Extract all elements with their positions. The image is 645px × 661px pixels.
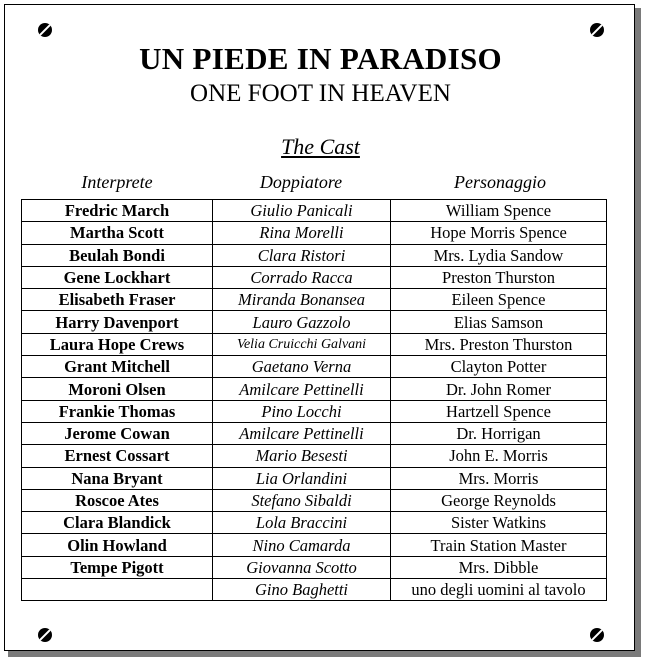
actor-cell: Laura Hope Crews: [22, 333, 213, 355]
character-cell: Mrs. Dibble: [391, 556, 607, 578]
cast-heading: The Cast: [281, 134, 360, 159]
voice-actor-cell: Pino Locchi: [213, 400, 391, 422]
table-row: [22, 445, 607, 467]
table-row: [22, 222, 607, 244]
actor-cell: Tempe Pigott: [22, 556, 213, 578]
page-title: UN PIEDE IN PARADISO: [139, 41, 502, 76]
screw-icon: [38, 628, 52, 642]
voice-actor-cell: Gino Baghetti: [213, 579, 391, 601]
actor-cell: Frankie Thomas: [22, 400, 213, 422]
character-cell: Hope Morris Spence: [391, 222, 607, 244]
actor-cell: Nana Bryant: [22, 467, 213, 489]
character-cell: Sister Watkins: [391, 512, 607, 534]
voice-actor-cell: Gaetano Verna: [213, 356, 391, 378]
actor-cell: Jerome Cowan: [22, 422, 213, 444]
actor-cell: Beulah Bondi: [22, 244, 213, 266]
column-header-role: Personaggio: [454, 172, 546, 192]
voice-actor-cell: Corrado Racca: [213, 266, 391, 288]
actor-cell: Clara Blandick: [22, 512, 213, 534]
character-cell: Dr. John Romer: [391, 378, 607, 400]
page-subtitle: ONE FOOT IN HEAVEN: [190, 80, 451, 107]
actor-cell: Roscoe Ates: [22, 489, 213, 511]
table-row: [22, 579, 607, 601]
voice-actor-cell: Amilcare Pettinelli: [213, 378, 391, 400]
actor-cell: Grant Mitchell: [22, 356, 213, 378]
actor-cell: Harry Davenport: [22, 311, 213, 333]
screw-icon: [590, 23, 604, 37]
character-cell: Mrs. Morris: [391, 467, 607, 489]
column-header-actor: Interprete: [81, 172, 153, 192]
actor-cell: [22, 579, 213, 601]
table-row: [22, 400, 607, 422]
voice-actor-cell: Amilcare Pettinelli: [213, 422, 391, 444]
voice-actor-cell: Nino Camarda: [213, 534, 391, 556]
character-cell: uno degli uomini al tavolo: [391, 579, 607, 601]
voice-actor-cell: Lauro Gazzolo: [213, 311, 391, 333]
cast-plaque: [4, 4, 635, 651]
screw-icon: [38, 23, 52, 37]
table-row: [22, 289, 607, 311]
actor-cell: Olin Howland: [22, 534, 213, 556]
table-row: [22, 244, 607, 266]
character-cell: Hartzell Spence: [391, 400, 607, 422]
table-row: [22, 311, 607, 333]
table-row: [22, 200, 607, 222]
character-cell: Elias Samson: [391, 311, 607, 333]
character-cell: George Reynolds: [391, 489, 607, 511]
table-row: [22, 266, 607, 288]
character-cell: Dr. Horrigan: [391, 422, 607, 444]
character-cell: Train Station Master: [391, 534, 607, 556]
voice-actor-cell: Miranda Bonansea: [213, 289, 391, 311]
actor-cell: Moroni Olsen: [22, 378, 213, 400]
voice-actor-cell: Stefano Sibaldi: [213, 489, 391, 511]
voice-actor-cell: Velia Cruicchi Galvani: [213, 333, 391, 355]
voice-actor-cell: Mario Besesti: [213, 445, 391, 467]
voice-actor-cell: Giovanna Scotto: [213, 556, 391, 578]
column-header-voice: Doppiatore: [259, 172, 343, 192]
voice-actor-cell: Rina Morelli: [213, 222, 391, 244]
voice-actor-cell: Giulio Panicali: [213, 200, 391, 222]
screw-icon: [590, 628, 604, 642]
table-row: [22, 512, 607, 534]
table-row: [22, 467, 607, 489]
actor-cell: Fredric March: [22, 200, 213, 222]
character-cell: John E. Morris: [391, 445, 607, 467]
character-cell: Clayton Potter: [391, 356, 607, 378]
actor-cell: Martha Scott: [22, 222, 213, 244]
table-row: [22, 489, 607, 511]
voice-actor-cell: Clara Ristori: [213, 244, 391, 266]
table-row: [22, 422, 607, 444]
table-row: [22, 378, 607, 400]
actor-cell: Gene Lockhart: [22, 266, 213, 288]
character-cell: Mrs. Preston Thurston: [391, 333, 607, 355]
voice-actor-cell: Lia Orlandini: [213, 467, 391, 489]
character-cell: Mrs. Lydia Sandow: [391, 244, 607, 266]
table-row: [22, 333, 607, 355]
character-cell: Eileen Spence: [391, 289, 607, 311]
table-row: [22, 356, 607, 378]
character-cell: William Spence: [391, 200, 607, 222]
actor-cell: Ernest Cossart: [22, 445, 213, 467]
actor-cell: Elisabeth Fraser: [22, 289, 213, 311]
table-row: [22, 534, 607, 556]
voice-actor-cell: Lola Braccini: [213, 512, 391, 534]
cast-table: [21, 199, 607, 601]
table-row: [22, 556, 607, 578]
character-cell: Preston Thurston: [391, 266, 607, 288]
